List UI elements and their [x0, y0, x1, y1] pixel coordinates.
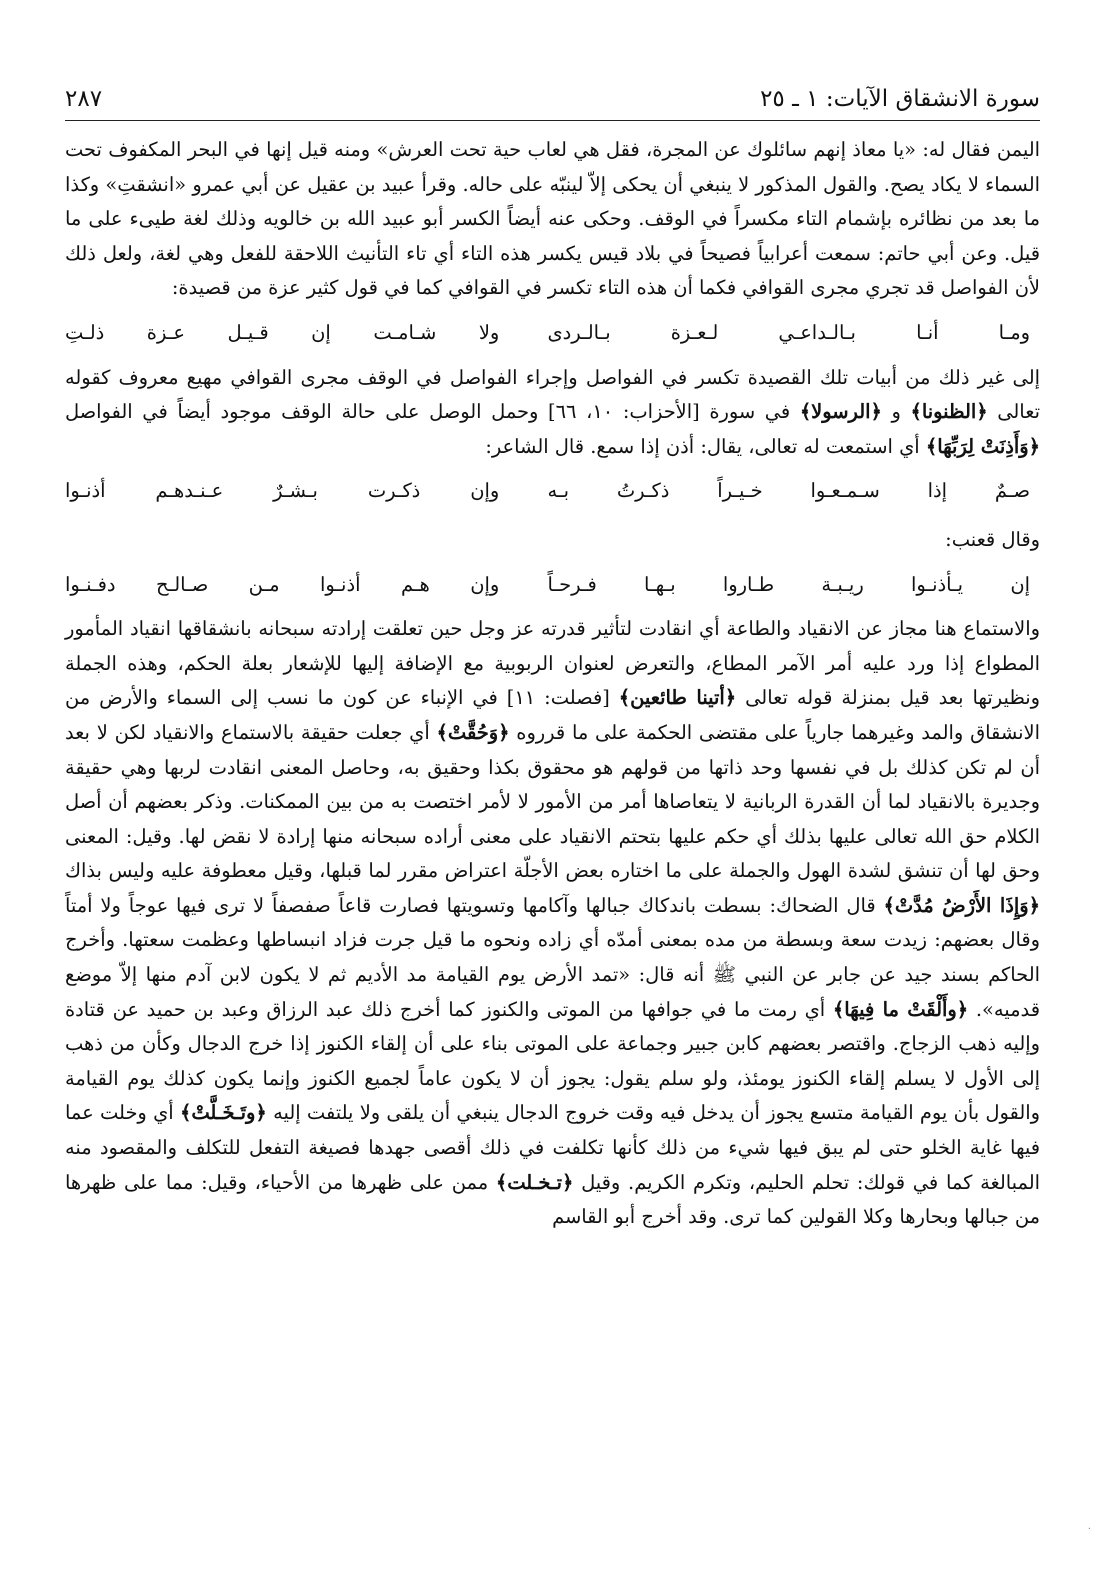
verse-hemistich-right: صـمٌ إذا سـمـعـوا خـيـراً ذكـرتُ بـه: [547, 479, 1030, 503]
verse-hemistich-right: ومـا أنـا بـالـداعـي لـعـزة بـالـردى: [547, 320, 1030, 344]
text-segment: ممن على ظهرها من الأحياء، وقيل: مما على ظهرها من جبالها وبحارها وكلا القولين كما ترى. وقد أخرج أبو القاسم: [65, 1170, 1040, 1229]
text-segment: [فصلت: ١١] في الإنباء عن كون ما نسب إلى السماء والأرض من الانشقاق والمد وغيرهما جارياً على مقتضى الحكمة على ما قرروه: [65, 686, 1041, 744]
quran-quote: ﴿وتَـخَـلَّتْ﴾: [179, 1101, 267, 1125]
paragraph-2: [65, 361, 1040, 465]
quran-quote: ﴿وَحُقَّتْ﴾: [436, 720, 510, 744]
verse-hemistich-left: وإن هـم أذنـوا مـن صـالـح دفـنـوا: [65, 572, 500, 596]
book-page: [65, 86, 1040, 1235]
text-segment: أي وخلت عما فيها غاية الخلو حتى لم يبق فيها شيء من ذلك كأنها تكلفت في ذلك أقصى جهدها فصيغة التفعل للتكلف والمقصود منه المبالغة كما في قولك: تحلم الحليم، وتكرم الكريم. وقيل: [65, 1101, 1040, 1194]
verse-2: [65, 464, 1040, 519]
text-segment: أي رمت ما في جوافها من الموتى والكنوز كما أخرج ذلك عبد الرزاق وعبد بن حميد عن قتادة وإليه ذهب الزجاج. واقتصر بعضهم كابن جبير وجماعة على الموتى بناء على أن إلقاء الكنوز إذا خرج الدجال وكأن من ذهب إلى الأول لا يسلم إلقاء الكنوز يومئذ، ولو سلم يقول: يجوز أن لا يكون عاماً لجميع الكنوز وإنما يكون كذلك يوم القيامة والقول بأن يوم القيامة متسع يجوز أن يدخل فيه وقت خروج الدجال ينبغي أن يلقى ولا يلتفت إليه: [65, 997, 1040, 1125]
verse-3: [65, 558, 1040, 613]
paragraph-1: [65, 133, 1040, 306]
margin-mark: ·: [1087, 1524, 1091, 1535]
text-segment: أي استمعت له تعالى، يقال: أذن إذا سمع. قال الشاعر:: [485, 434, 926, 458]
text-segment: اليمن فقال له: «يا معاذ إنهم سائلوك عن المجرة، فقل هي لعاب حية تحت العرش» ومنه قيل إنها في البحر المكفوف تحت السماء لا يكاد يصح. والقول المذكور لا ينبغي أن يحكى إلاّ لينبّه على حاله. وقرأ عبيد بن عقيل عن أبي عمرو «انشقتِ» وكذا ما بعد من نظائره بإشمام التاء مكسراً في الوقف. وحكى عنه أيضاً الكسر أبو عبيد الله بن خالويه وذلك لغة طيىء على ما قيل. وعن أبي حاتم: سمعت أعرابياً فصيحاً في بلاد قيس يكسر هذه التاء أي تاء التأنيث اللاحقة للفعل وهي لغة، ولعل ذلك لأن الفواصل قد تجري مجرى القوافي فكما أن هذه التاء تكسر في القوافي كما في قول كثير عزة من قصيدة:: [65, 138, 1040, 300]
quran-quote: ﴿وأَلْقَتْ ما فِيهَا﴾: [832, 997, 969, 1021]
quran-quote: ﴿الظنونا﴾: [910, 400, 988, 424]
verse-hemistich-left: ولا شـامـت إن قـيـل عـزة ذلـتِ: [65, 320, 500, 344]
quran-quote: ﴿أتينا طائعين﴾: [618, 686, 737, 710]
text-segment: أي جعلت حقيقة بالاستماع والانقياد لكن لا بعد أن لم تكن كذلك بل في نفسها وحد ذاتها من قولهم هو محقوق بكذا وحقيق به، وحاصل المعنى انقادت لربها وهي حقيقة وجديرة بالانقياد لما أن القدرة الربانية لا يتعاصاها أمر من الأمور لا لأمر اختصت به من بين الممكنات. وذكر بعضهم أن أصل الكلام حق الله تعالى عليها بذلك أي حكم عليها بتحتم الانقياد على معنى أراده سبحانه منها إرادة لا نقض لها. وقيل: المعنى وحق لها أن تنشق لشدة الهول والجملة على ما اختاره بعض الأجلّة اعتراض مقرر لما قبلها، وقيل معطوفة عليه وليس بذاك: [65, 720, 1040, 883]
quran-quote: ﴿وَإِذَا الأَرْضُ مُدَّتْ﴾: [883, 893, 1041, 917]
quran-quote: ﴿تـخـلت﴾: [495, 1170, 574, 1194]
quran-quote: ﴿الرسولا﴾: [799, 400, 882, 424]
text-segment: إلى غير ذلك من أبيات تلك القصيدة تكسر في الفواصل وإجراء الفواصل في الوقف مجرى القوافي مهيع معروف كقوله تعالى: [65, 365, 1040, 424]
verse-hemistich-right: إن يـأذنـوا ريـبـة طـاروا بـهـا فـرحـاً: [547, 572, 1030, 596]
text-segment: و: [881, 400, 911, 424]
text-segment: قال الضحاك: بسطت باندكاك جبالها وآكامها وتسويتها فصارت قاعاً صفصفاً لا ترى فيها عوجاً ولا أمتاً وقال بعضهم: زيدت سعة وبسطة من مده بمعنى أمدّه أي زاده ونحوه ما قيل جرت فزاد انبساطها وعظمت سعتها. وأخرج الحاكم بسند جيد عن جابر عن النبي ﷺ أنه قال: «تمد الأرض يوم القيامة مد الأديم ثم لا يكون لابن آدم منها إلاّ موضع قدميه».: [65, 893, 1040, 1021]
running-title: سورة الانشقاق الآيات: ١ ـ ٢٥: [760, 86, 1040, 112]
poet-attribution: وقال قعنب:: [945, 527, 1040, 551]
verse-1: [65, 306, 1040, 361]
paragraph-3: [65, 612, 1040, 1235]
page-number: ٢٨٧: [65, 86, 103, 112]
quran-quote: ﴿وَأَذِنَتْ لِرَبِّهَا﴾: [925, 434, 1040, 458]
text-segment: والاستماع هنا مجاز عن الانقياد والطاعة أي انقادت لتأثير قدرته عز وجل حين تعلقت إرادته سبحانه بانشقاقها انقياد المأمور المطواع إذا ورد عليه أمر الآمر المطاع، والتعرض لعنوان الربوبية مع الإضافة إليها للإشعار بعلة الحكم، وهذه الجملة ونظيرتها بعد قيل بمنزلة قوله تعالى: [65, 617, 1040, 710]
page-header: [65, 86, 1040, 121]
text-segment: في سورة [الأحزاب: ١٠، ٦٦] وحمل الوصل على حالة الوقف موجود أيضاً في الفواصل: [65, 400, 800, 424]
verse-hemistich-left: وإن ذكـرت بـشـرٌ عـنـدهـم أذنـوا: [65, 479, 500, 503]
